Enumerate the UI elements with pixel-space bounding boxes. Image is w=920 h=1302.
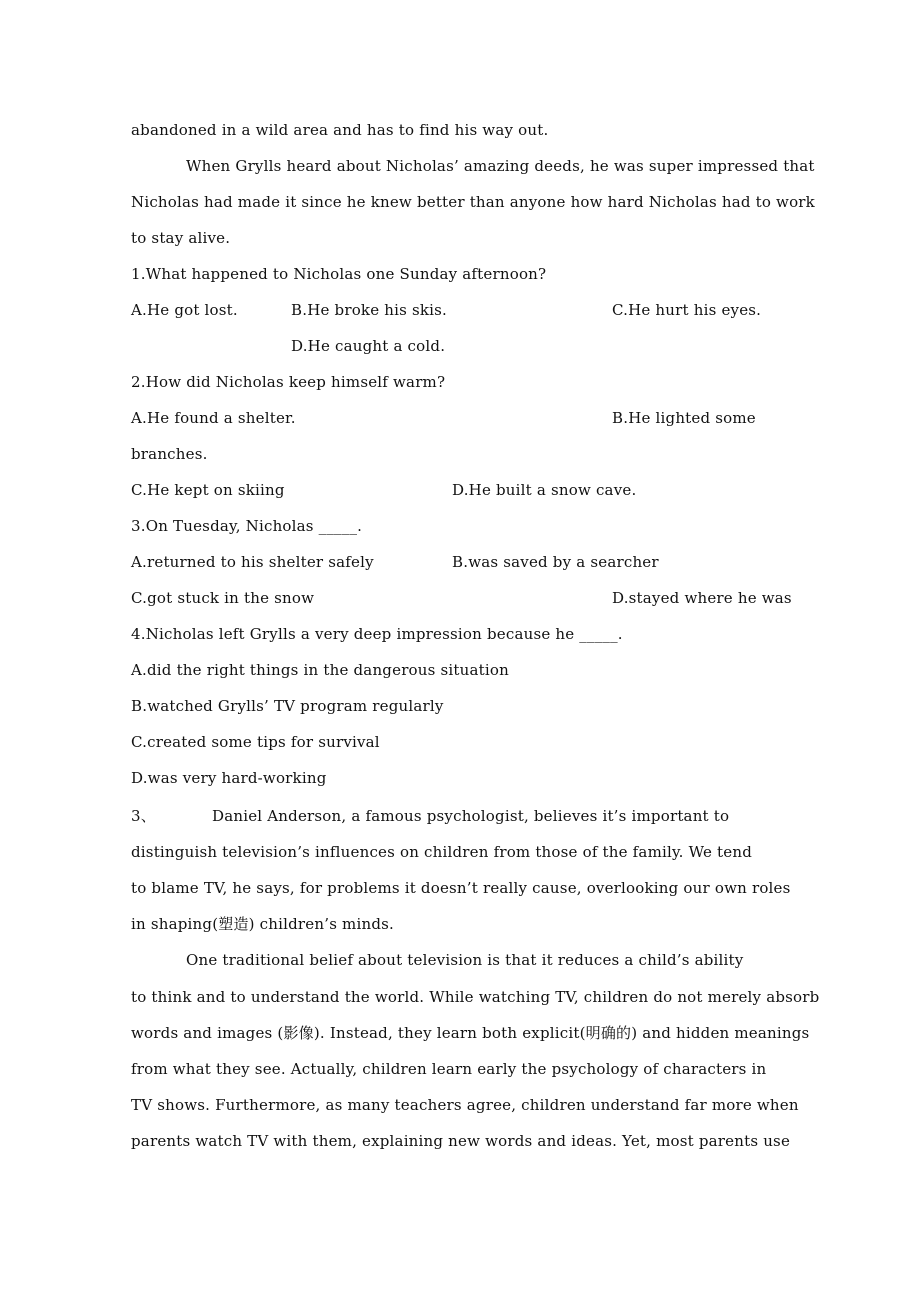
passage-line: to stay alive. <box>131 229 231 247</box>
passage-line: from what they see. Actually, children learn early the psychology of characters in <box>131 1060 767 1078</box>
answer-option: B.was saved by a searcher <box>452 553 659 571</box>
passage-line: words and images (影像). Instead, they learn both explicit(明确的) and hidden meanings <box>131 1024 810 1042</box>
question-stem: 4.Nicholas left Grylls a very deep impression because he _____. <box>131 625 623 643</box>
answer-option: B.He broke his skis. <box>291 301 448 319</box>
passage-line: When Grylls heard about Nicholas’ amazing deeds, he was super impressed that <box>186 157 815 175</box>
passage-line: Nicholas had made it since he knew better than anyone how hard Nicholas had to work <box>131 193 815 211</box>
passage-line: distinguish television’s influences on children from those of the family. We tend <box>131 843 753 861</box>
question-stem: 1.What happened to Nicholas one Sunday afternoon? <box>131 265 547 283</box>
answer-option: A.did the right things in the dangerous situation <box>131 661 509 679</box>
answer-option: D.He caught a cold. <box>291 337 446 355</box>
answer-option: A.returned to his shelter safely <box>131 553 374 571</box>
passage-line: in shaping(塑造) children’s minds. <box>131 915 395 933</box>
answer-option: D.stayed where he was <box>612 589 792 607</box>
answer-option: D.was very hard-working <box>131 769 327 787</box>
passage-number: 3、 <box>131 807 156 825</box>
passage-line: abandoned in a wild area and has to find his way out. <box>131 121 549 139</box>
passage-line: parents watch TV with them, explaining new words and ideas. Yet, most parents use <box>131 1132 791 1150</box>
answer-option: A.He got lost. <box>131 301 238 319</box>
question-stem: 3.On Tuesday, Nicholas _____. <box>131 517 363 535</box>
passage-line: Daniel Anderson, a famous psychologist, believes it’s important to <box>212 807 730 825</box>
answer-option: D.He built a snow cave. <box>452 481 637 499</box>
answer-option: B.He lighted some <box>612 409 756 427</box>
answer-option: branches. <box>131 445 208 463</box>
passage-line: TV shows. Furthermore, as many teachers agree, children understand far more when <box>131 1096 799 1114</box>
answer-option: C.got stuck in the snow <box>131 589 315 607</box>
passage-line: to think and to understand the world. While watching TV, children do not merely absorb <box>131 988 820 1006</box>
answer-option: C.created some tips for survival <box>131 733 380 751</box>
answer-option: C.He kept on skiing <box>131 481 285 499</box>
answer-option: C.He hurt his eyes. <box>612 301 762 319</box>
answer-option: A.He found a shelter. <box>131 409 296 427</box>
passage-line: One traditional belief about television is that it reduces a child’s ability <box>186 951 744 969</box>
question-stem: 2.How did Nicholas keep himself warm? <box>131 373 446 391</box>
answer-option: B.watched Grylls’ TV program regularly <box>131 697 444 715</box>
passage-line: to blame TV, he says, for problems it doesn’t really cause, overlooking our own roles <box>131 879 791 897</box>
